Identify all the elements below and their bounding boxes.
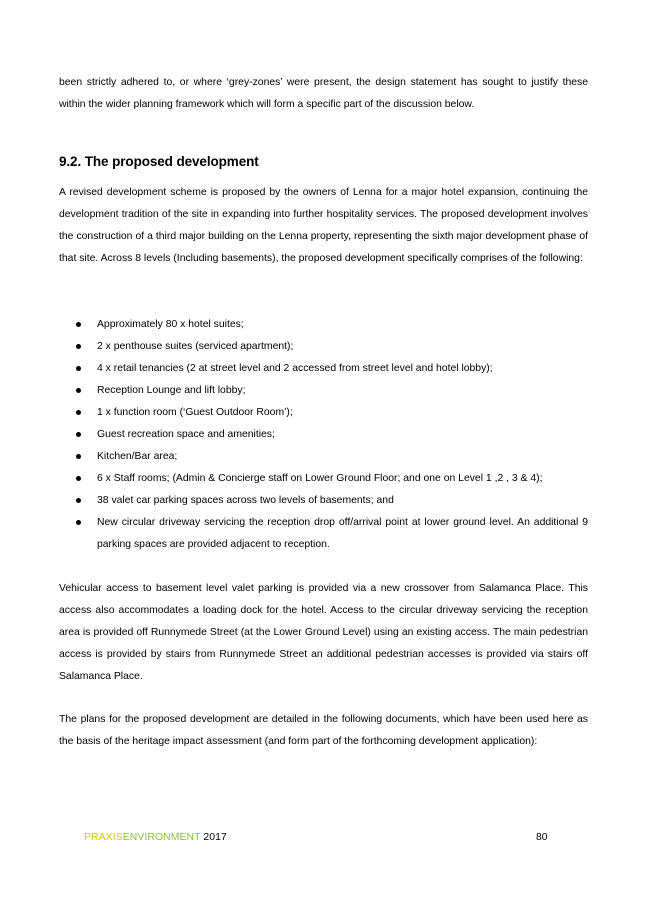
footer-brand-part1: PRAXIS xyxy=(84,832,123,843)
list-item: Kitchen/Bar area; xyxy=(59,446,588,468)
list-item: 2 x penthouse suites (serviced apartment); xyxy=(59,336,588,358)
list-item: 6 x Staff rooms; (Admin & Concierge staff on Lower Ground Floor; and one on Level 1 ,2 , 3 & 4); xyxy=(59,468,588,490)
section-paragraph-1: A revised development scheme is proposed by the owners of Lenna for a major hotel expansion, continuing the development tradition of the site in expanding into further hospitality services. The proposed development involves the construction of a third major building on the Lenna property, representing the sixth major development phase of that site. Across 8 levels (Including basements), the proposed development specifically comprises of the following: xyxy=(59,187,588,264)
footer-year: 2017 xyxy=(200,832,227,843)
bullet-icon xyxy=(76,498,81,503)
list-item: Approximately 80 x hotel suites; xyxy=(59,314,588,336)
bullet-icon xyxy=(76,322,81,327)
bullet-icon xyxy=(76,454,81,459)
bullet-icon xyxy=(76,432,81,437)
list-item: New circular driveway servicing the reception drop off/arrival point at lower ground level. An additional 9 parking spaces are provided adjacent to reception. xyxy=(59,512,588,556)
bullet-icon xyxy=(76,476,81,481)
section-heading: 9.2. The proposed development xyxy=(59,154,259,169)
list-item: 4 x retail tenancies (2 at street level and 2 accessed from street level and hotel lobby); xyxy=(59,358,588,380)
list-item: 38 valet car parking spaces across two levels of basements; and xyxy=(59,490,588,512)
page-number: 80 xyxy=(536,832,548,843)
list-item: 1 x function room (‘Guest Outdoor Room’); xyxy=(59,402,588,424)
bullet-icon xyxy=(76,388,81,393)
development-components-list xyxy=(59,314,588,556)
intro-paragraph: been strictly adhered to, or where ‘grey-zones’ were present, the design statement has sought to justify these within the wider planning framework which will form a specific part of the discussion below. xyxy=(59,77,588,110)
list-item: Guest recreation space and amenities; xyxy=(59,424,588,446)
bullet-icon xyxy=(76,344,81,349)
bullet-icon xyxy=(76,366,81,371)
section-paragraph-2: Vehicular access to basement level valet parking is provided via a new crossover from Salamanca Place. This access also accommodates a loading dock for the hotel. Access to the circular driveway servicing the reception area is provided off Runnymede Street (at the Lower Ground Level) using an existing access. The main pedestrian access is provided by stairs from Runnymede Street an additional pedestrian accesses is provided via stairs off Salamanca Place. xyxy=(59,583,588,682)
bullet-icon xyxy=(76,520,81,525)
list-item: Reception Lounge and lift lobby; xyxy=(59,380,588,402)
footer-brand xyxy=(84,832,227,843)
section-paragraph-3: The plans for the proposed development are detailed in the following documents, which have been used here as the basis of the heritage impact assessment (and form part of the forthcoming development application): xyxy=(59,714,588,747)
bullet-icon xyxy=(76,410,81,415)
footer-brand-part2: ENVIRONMENT xyxy=(122,832,201,843)
